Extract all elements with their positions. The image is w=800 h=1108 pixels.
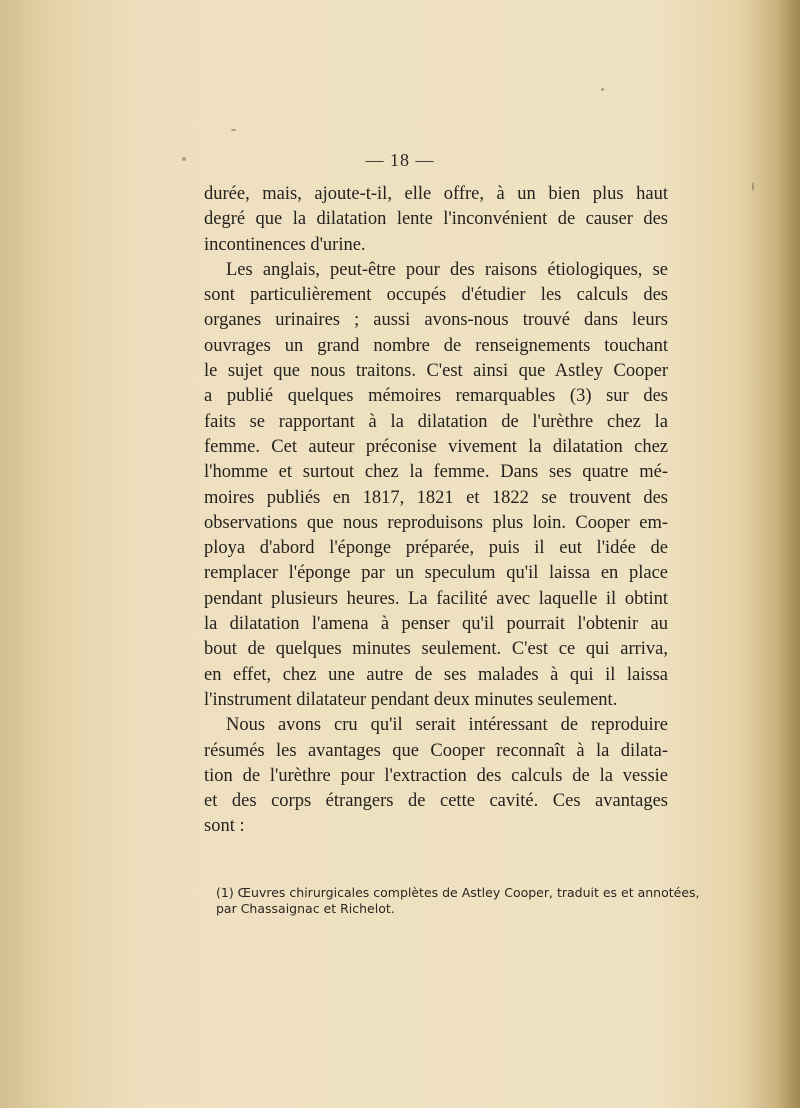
text-line: faits se rapportant à la dilatation de l'urèthre chez la bbox=[204, 411, 668, 432]
text-line: remplacer l'éponge par un speculum qu'il laissa en place bbox=[204, 563, 668, 584]
text-line: pendant plusieurs heures. La facilité avec laquelle il obtint bbox=[204, 588, 668, 609]
text-line: l'instrument dilatateur pendant deux minutes seulement. bbox=[204, 689, 618, 710]
text-line: femme. Cet auteur préconise vivement la dilatation chez bbox=[204, 436, 668, 457]
text-line: en effet, chez une autre de ses malades à qui il laissa bbox=[204, 664, 668, 685]
body-text bbox=[204, 182, 668, 840]
footnote-line: (1) Œuvres chirurgicales complètes de Astley Cooper, traduit es et annotées, bbox=[216, 885, 700, 900]
text-line: ploya d'abord l'éponge préparée, puis il eut l'idée de bbox=[204, 538, 668, 559]
footnote bbox=[216, 885, 700, 917]
speck bbox=[752, 182, 754, 191]
footnote-line: par Chassaignac et Richelot. bbox=[216, 901, 395, 916]
text-line: le sujet que nous traitons. C'est ainsi que Astley Cooper bbox=[204, 361, 668, 382]
text-line: la dilatation l'amena à penser qu'il pourrait l'obtenir au bbox=[204, 614, 668, 635]
text-line: sont : bbox=[204, 816, 245, 837]
text-line: ouvrages un grand nombre de renseignements touchant bbox=[204, 335, 668, 356]
text-line: moires publiés en 1817, 1821 et 1822 se trouvent des bbox=[204, 487, 668, 508]
text-line: résumés les avantages que Cooper reconnaît à la dilata- bbox=[204, 740, 668, 761]
speck bbox=[601, 88, 604, 91]
text-line: organes urinaires ; aussi avons-nous trouvé dans leurs bbox=[204, 310, 668, 331]
text-line: Nous avons cru qu'il serait intéressant de reproduire bbox=[226, 715, 668, 736]
text-line: incontinences d'urine. bbox=[204, 234, 366, 255]
speck bbox=[231, 129, 236, 131]
text-line: durée, mais, ajoute-t-il, elle offre, à un bien plus haut bbox=[204, 184, 668, 204]
text-line: et des corps étrangers de cette cavité. Ces avantages bbox=[204, 791, 668, 812]
text-line: bout de quelques minutes seulement. C'est ce qui arriva, bbox=[204, 639, 668, 660]
text-line: tion de l'urèthre pour l'extraction des calculs de la vessie bbox=[204, 765, 668, 786]
text-line: observations que nous reproduisons plus loin. Cooper em- bbox=[204, 512, 668, 533]
text-line: l'homme et surtout chez la femme. Dans ses quatre mé- bbox=[204, 462, 668, 483]
text-line: sont particulièrement occupés d'étudier les calculs des bbox=[204, 285, 668, 306]
text-line: degré que la dilatation lente l'inconvénient de causer des bbox=[204, 209, 668, 230]
page-number: — 18 — bbox=[365, 150, 435, 170]
text-line: Les anglais, peut-être pour des raisons étiologiques, se bbox=[226, 259, 668, 280]
text-line: a publié quelques mémoires remarquables (3) sur des bbox=[204, 386, 668, 407]
